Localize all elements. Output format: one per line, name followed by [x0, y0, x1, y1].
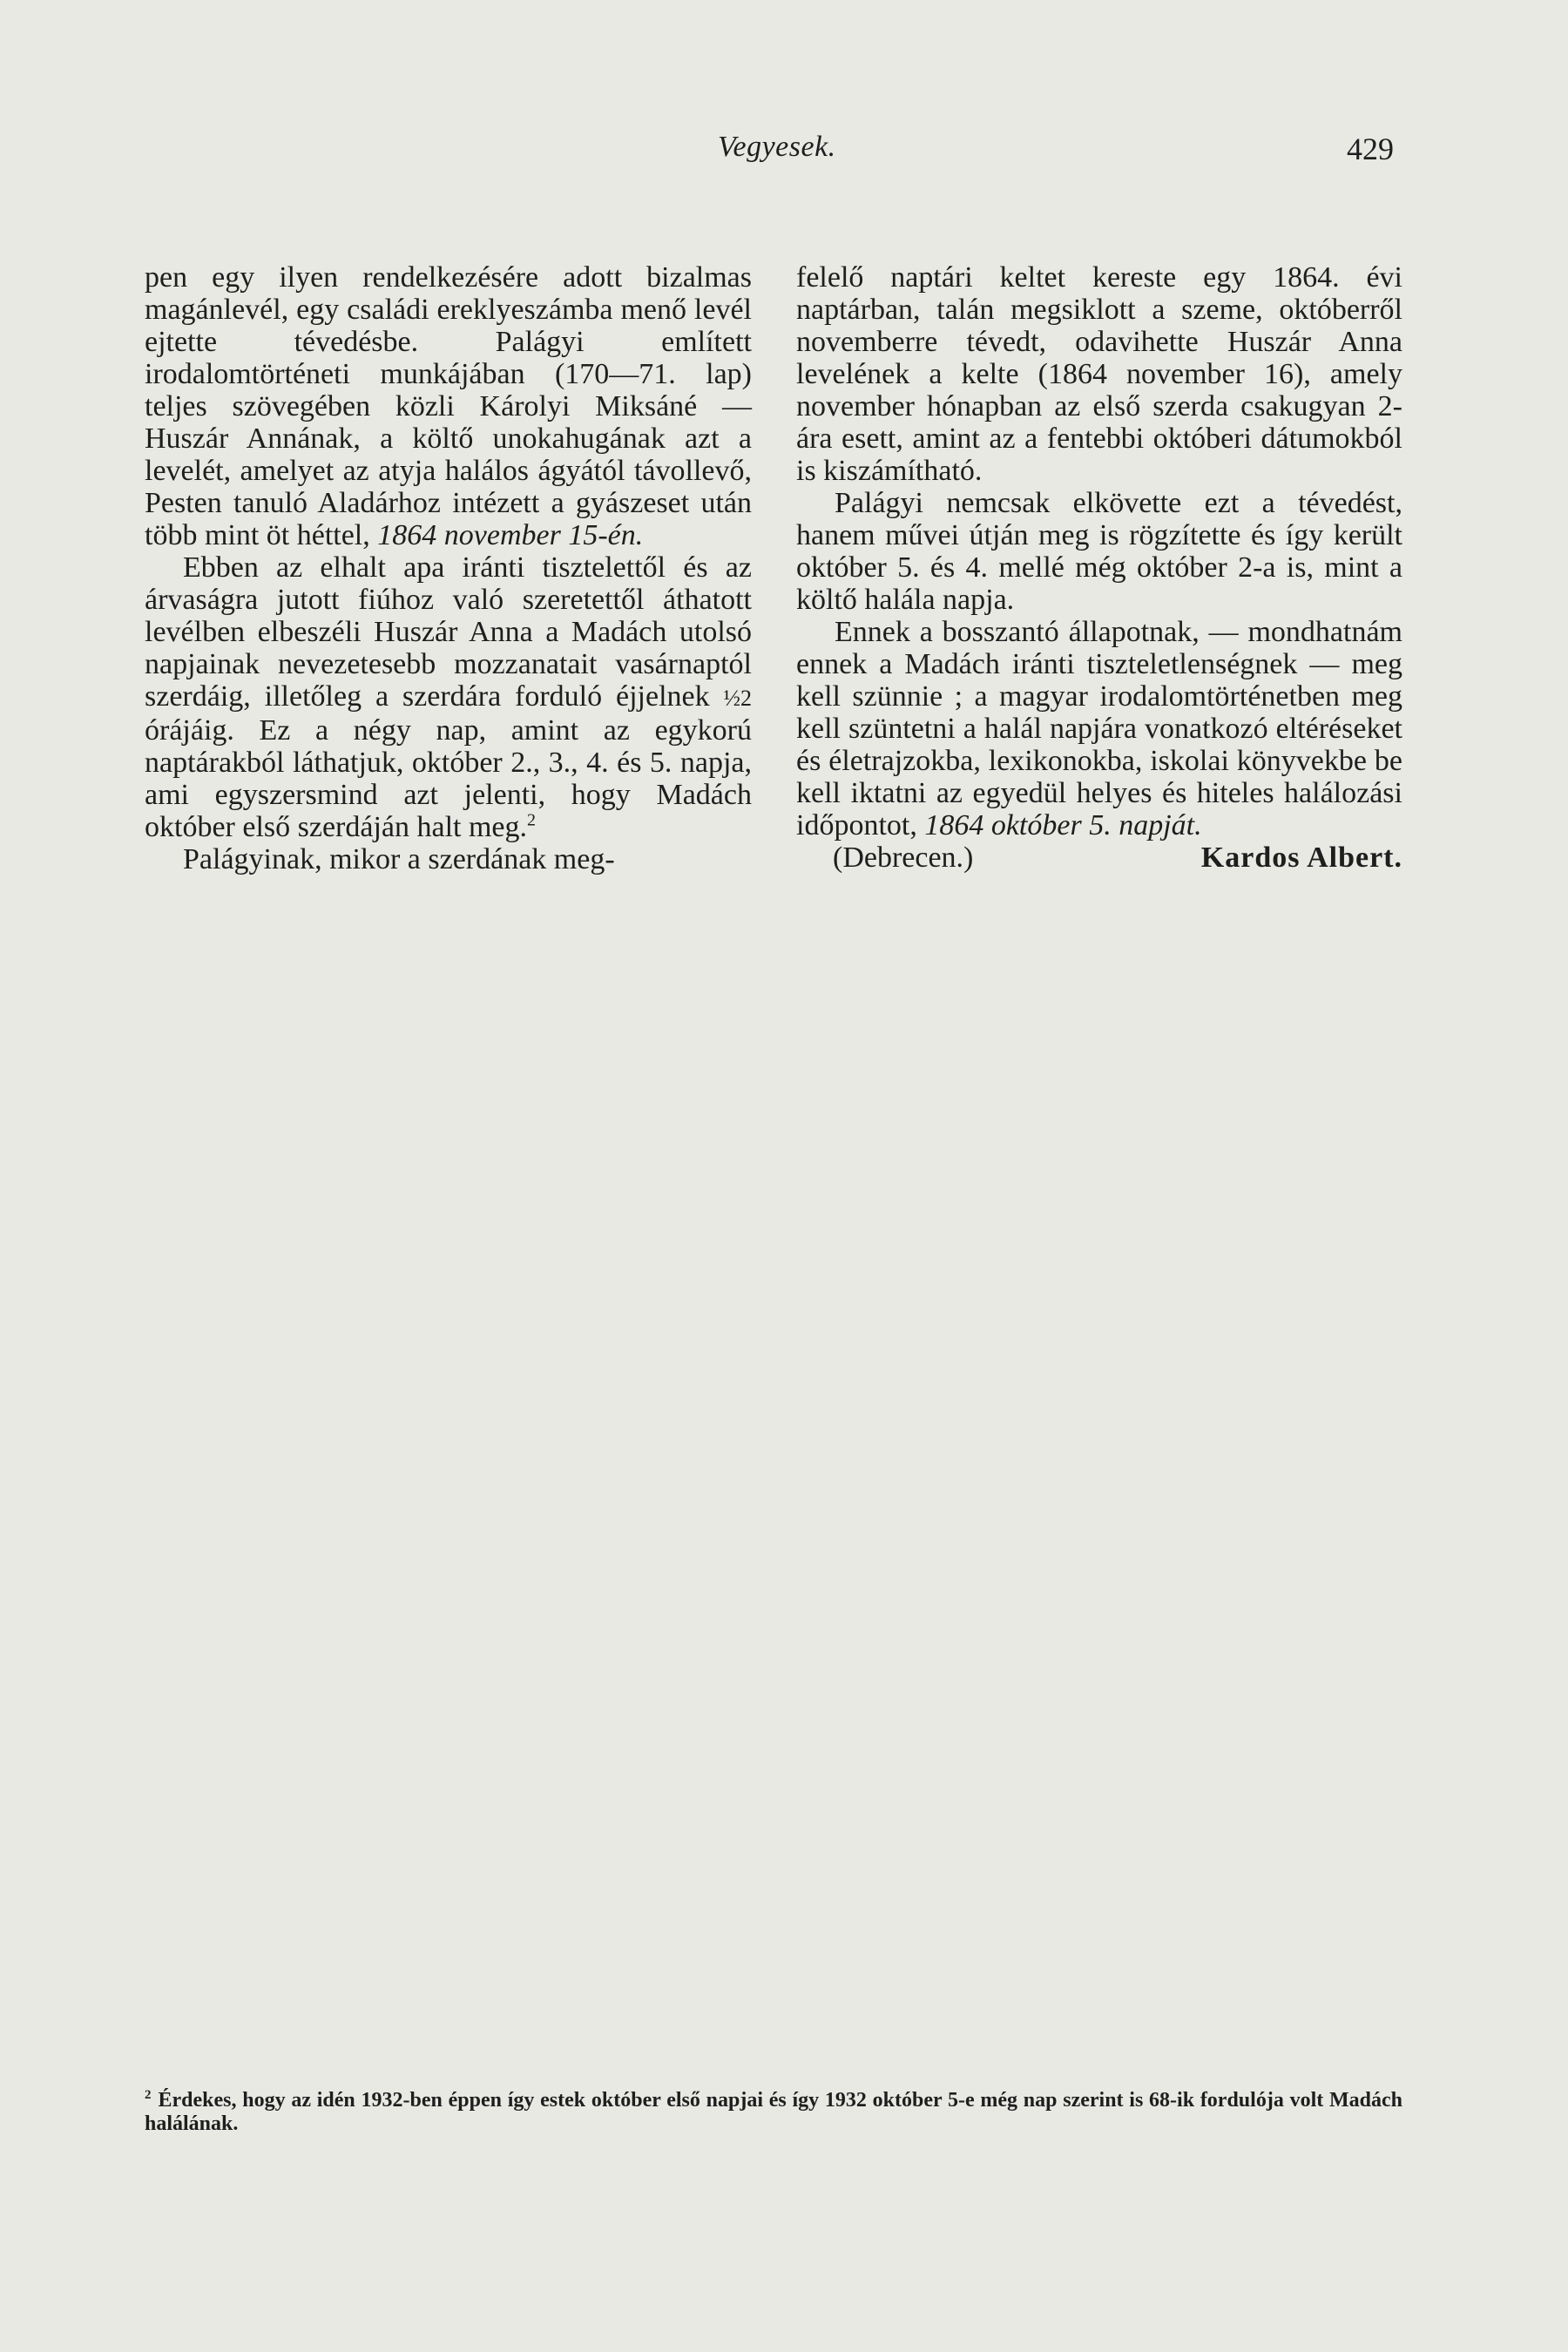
footnote — [145, 2089, 1402, 2136]
paragraph-text: pen egy ilyen rendelkezésére adott bizalmas magánlevél, egy családi ereklyeszámba menő levél ejtette tévedésbe. Palágyi említett irodalomtörténeti munkájában (170—71. lap) teljes szövegében közli Károlyi Miksáné — Huszár Annának, a költő unokahugának azt a levelét, amelyet az atyja halálos ágyától távollevő, Pesten tanuló Aladárhoz intézett a gyászeset után több mint öt héttel, — [145, 261, 752, 551]
paragraph-continuation: felelő naptári keltet kereste egy 1864. évi naptárban, talán megsiklott a szeme, októberről novemberre tévedt, odavihette Huszár Anna levelének a kelte (1864 november 16), amely november hónapban az első szerda csakugyan 2-ára esett, amint az a fentebbi októberi dátumokból is kiszámítható. — [796, 261, 1402, 487]
footnote-text: Érdekes, hogy az idén 1932-ben éppen így estek október első napjai és így 1932 október 5-e még nap szerint is 68-ik fordulója volt Madách halálának. — [145, 2089, 1402, 2135]
paragraph-3: Palágyinak, mikor a szerdának meg- — [183, 843, 615, 875]
signature-line — [796, 841, 1402, 874]
paragraph-1 — [145, 261, 752, 551]
fraction: ½2 — [723, 686, 753, 711]
paragraph-text: Ebben az elhalt apa iránti tisztelettől és az árvaságra jutott fiúhoz való szeretettől áthatott levélben elbeszéli Huszár Anna a Madách utolsó napjainak nevezetesebb mozzanatait vasárnaptól szerdáig, illetőleg a szerdára forduló éjjelnek — [145, 551, 752, 713]
right-column — [796, 261, 1402, 874]
footnote-marker: 2 — [145, 2088, 152, 2102]
paragraph-2 — [145, 551, 752, 843]
paragraph-5 — [796, 616, 1402, 841]
page-number: 429 — [1347, 132, 1394, 166]
signature-place: (Debrecen.) — [833, 841, 974, 874]
paragraph-text: órájáig. Ez a négy nap, amint az egykorú naptárakból láthatjuk, október 2., 3., 4. és 5. napja, ami egyszersmind azt jelenti, hogy Madách október első szerdáján halt meg. — [145, 714, 752, 843]
paragraph-4: Palágyi nemcsak elkövette ezt a tévedést, hanem művei útján meg is rögzítette és így került október 5. és 4. mellé még október 2-a is, mint a költő halála napja. — [796, 487, 1402, 616]
running-title: Vegyesek. — [718, 131, 836, 163]
paragraph-text: Ennek a bosszantó állapotnak, — mondhatnám ennek a Madách iránti tiszteletlenségnek — meg kell szünnie ; a magyar irodalomtörténetben meg kell szüntetni a halál napjára vonatkozó eltéréseket és életrajzokba, lexikonokba, iskolai könyvekbe be kell iktatni az egyedül helyes és hiteles halálozási időpontot, — [796, 616, 1402, 841]
footnote-reference: 2 — [527, 810, 537, 830]
left-column — [145, 261, 752, 875]
signature-author: Kardos Albert. — [1200, 841, 1402, 874]
date-emphasis: 1864 november 15-én. — [377, 519, 644, 551]
date-emphasis: 1864 október 5. napját. — [924, 809, 1202, 841]
